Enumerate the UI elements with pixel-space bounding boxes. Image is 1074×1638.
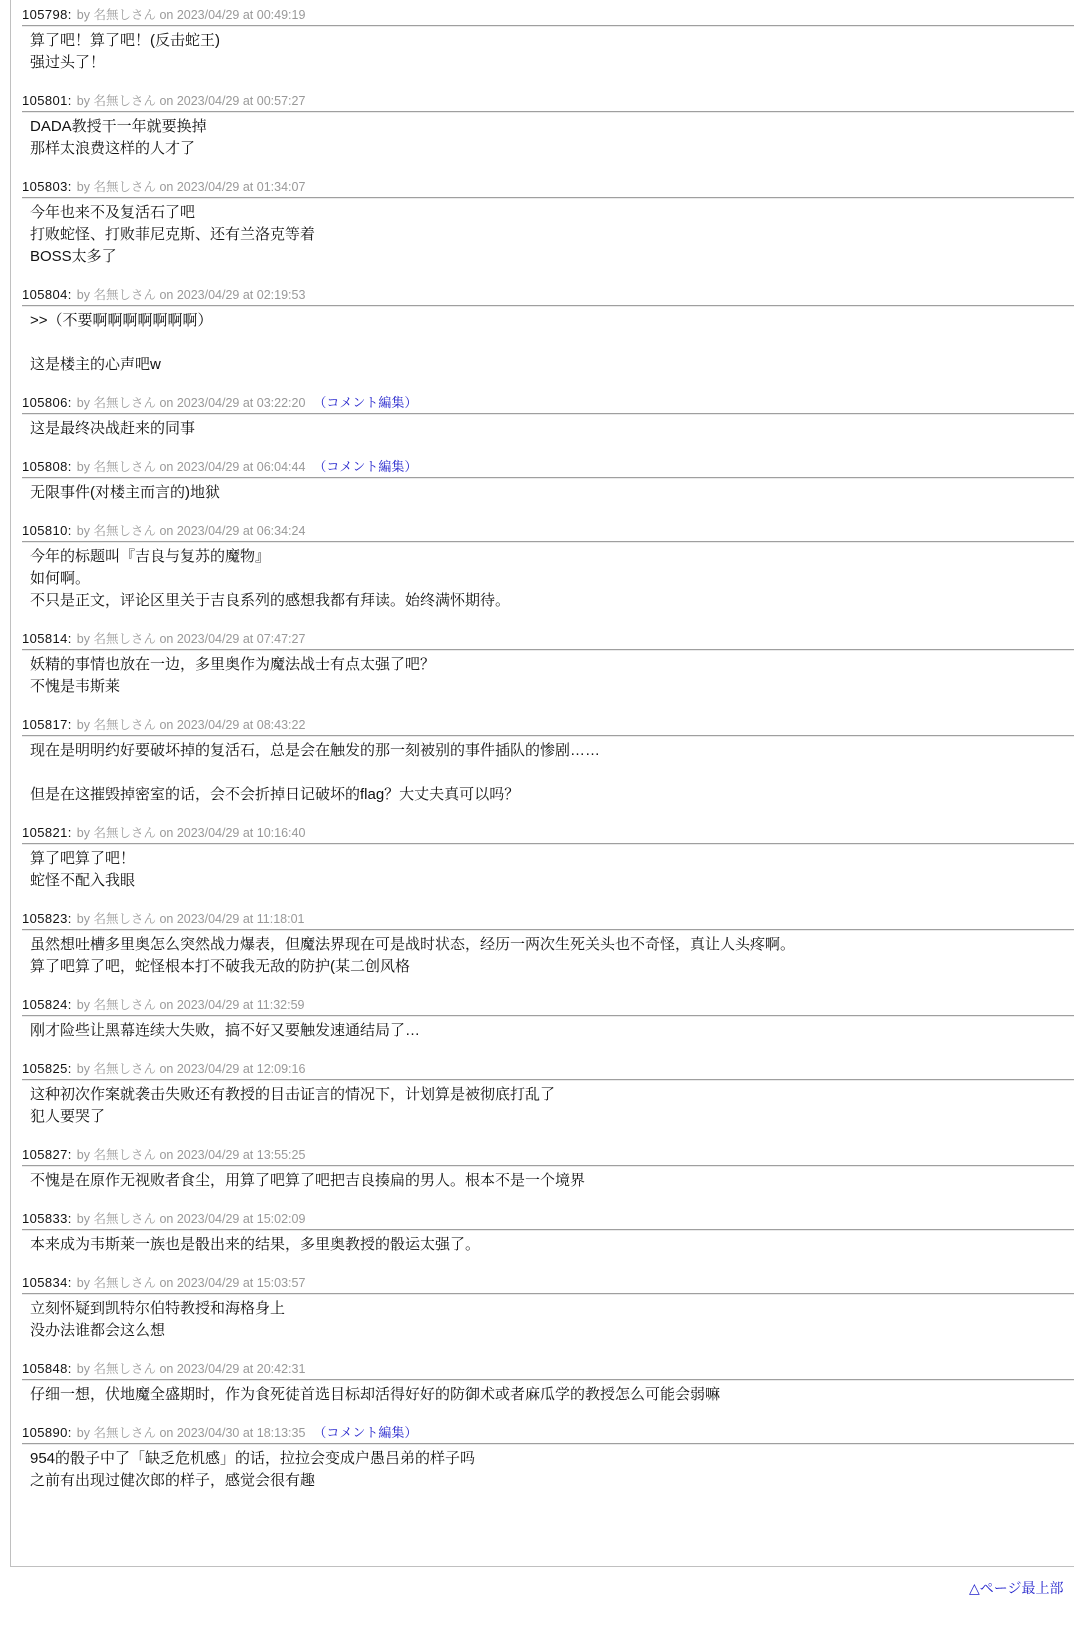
comment-line: 这种初次作案就袭击失败还有教授的目击证言的情况下，计划算是被彻底打乱了 xyxy=(30,1086,556,1103)
comment-id: 105808: xyxy=(22,459,72,474)
comment-id: 105890: xyxy=(22,1425,72,1440)
comment-header xyxy=(22,1276,1074,1294)
comment-header xyxy=(22,826,1074,844)
comment-body xyxy=(22,1380,1074,1406)
comment-line: 那样太浪费这样的人才了 xyxy=(30,140,196,157)
comment xyxy=(22,8,1074,74)
comment-header xyxy=(22,998,1074,1016)
comment-header xyxy=(22,180,1074,198)
comment-header xyxy=(22,1426,1074,1444)
comment-edit-link[interactable]: （コメント編集） xyxy=(313,459,418,474)
comment-meta: by 名無しさん on 2023/04/29 at 08:43:22 xyxy=(76,718,306,732)
comment-meta: by 名無しさん on 2023/04/29 at 11:18:01 xyxy=(76,912,305,926)
comment-body xyxy=(22,1166,1074,1192)
comment-line: DADA教授干一年就要换掉 xyxy=(30,118,207,135)
comment-id: 105803: xyxy=(22,179,72,194)
comment-meta: by 名無しさん on 2023/04/29 at 15:02:09 xyxy=(76,1212,306,1226)
comment-header xyxy=(22,912,1074,930)
comment-line: 这是楼主的心声吧w xyxy=(30,356,161,373)
comment-header xyxy=(22,8,1074,26)
comment-edit-link[interactable]: （コメント編集） xyxy=(313,395,418,410)
comment-header xyxy=(22,1148,1074,1166)
comment-header xyxy=(22,1062,1074,1080)
comment-line: 这是最终决战赶来的同事 xyxy=(30,420,196,437)
comment xyxy=(22,94,1074,160)
comment xyxy=(22,1426,1074,1492)
comment-body xyxy=(22,112,1074,160)
comment xyxy=(22,180,1074,268)
comment-line: 立刻怀疑到凯特尔伯特教授和海格身上 xyxy=(30,1300,286,1317)
comment xyxy=(22,826,1074,892)
comment-line: 算了吧算了吧！ xyxy=(30,850,136,867)
comment-line: 强过头了！ xyxy=(30,54,106,71)
comment-meta: by 名無しさん on 2023/04/29 at 03:22:20 xyxy=(76,396,306,410)
comment-header xyxy=(22,632,1074,650)
comment-line: 今年也来不及复活石了吧 xyxy=(30,204,196,221)
comment-meta: by 名無しさん on 2023/04/29 at 07:47:27 xyxy=(76,632,306,646)
comment-line: >>（不要啊啊啊啊啊啊啊） xyxy=(30,312,213,329)
comments-list xyxy=(22,8,1074,1492)
comment-body xyxy=(22,26,1074,74)
comment-meta: by 名無しさん on 2023/04/29 at 06:04:44 xyxy=(76,460,306,474)
comment-meta: by 名無しさん on 2023/04/29 at 15:03:57 xyxy=(76,1276,306,1290)
comment-meta: by 名無しさん on 2023/04/29 at 06:34:24 xyxy=(76,524,306,538)
comment-line: 不愧是韦斯莱 xyxy=(30,678,121,695)
comment-id: 105824: xyxy=(22,997,72,1012)
comment-line: 打败蛇怪、打败菲尼克斯、还有兰洛克等着 xyxy=(30,226,316,243)
comment-line: 现在是明明约好要破坏掉的复活石，总是会在触发的那一刻被别的事件插队的惨剧…… xyxy=(30,742,601,759)
comment xyxy=(22,396,1074,440)
comment-id: 105823: xyxy=(22,911,72,926)
comment-line: 妖精的事情也放在一边，多里奥作为魔法战士有点太强了吧？ xyxy=(30,656,436,673)
comment-meta: by 名無しさん on 2023/04/29 at 12:09:16 xyxy=(76,1062,306,1076)
comment-line: 虽然想吐槽多里奥怎么突然战力爆表，但魔法界现在可是战时状态，经历一两次生死关头也不奇怪，真让人头疼啊。 xyxy=(30,936,796,953)
comment-body xyxy=(22,650,1074,698)
comment-id: 105833: xyxy=(22,1211,72,1226)
comment-header xyxy=(22,524,1074,542)
comment xyxy=(22,524,1074,612)
comment-header xyxy=(22,1212,1074,1230)
comment-line: 算了吧！算了吧！(反击蛇王) xyxy=(30,32,220,49)
comment-header xyxy=(22,94,1074,112)
comment-line: 今年的标题叫『吉良与复苏的魔物』 xyxy=(30,548,271,565)
comment-line xyxy=(30,762,1074,784)
comment-header xyxy=(22,288,1074,306)
comment-line: 本来成为韦斯莱一族也是骰出来的结果，多里奥教授的骰运太强了。 xyxy=(30,1236,481,1253)
comment-line: 没办法谁都会这么想 xyxy=(30,1322,166,1339)
comment-meta: by 名無しさん on 2023/04/29 at 13:55:25 xyxy=(76,1148,306,1162)
comment xyxy=(22,912,1074,978)
comment-meta: by 名無しさん on 2023/04/29 at 00:49:19 xyxy=(76,8,306,22)
comment-line: 仔细一想，伏地魔全盛期时，作为食死徒首选目标却活得好好的防御术或者麻瓜学的教授怎么可能会弱嘛 xyxy=(30,1386,721,1403)
comment-id: 105806: xyxy=(22,395,72,410)
comment-meta: by 名無しさん on 2023/04/29 at 00:57:27 xyxy=(76,94,306,108)
comment-body xyxy=(22,1294,1074,1342)
comment-line: 但是在这摧毁掉密室的话，会不会折掉日记破坏的flag？大丈夫真可以吗？ xyxy=(30,786,520,803)
comment-id: 105810: xyxy=(22,523,72,538)
page-top-link[interactable]: △ページ最上部 xyxy=(969,1580,1064,1596)
comment xyxy=(22,632,1074,698)
comment xyxy=(22,1276,1074,1342)
comment-id: 105825: xyxy=(22,1061,72,1076)
comment-body xyxy=(22,542,1074,612)
comment xyxy=(22,1148,1074,1192)
comment-meta: by 名無しさん on 2023/04/30 at 18:13:35 xyxy=(76,1426,306,1440)
comment-line: 不只是正文，评论区里关于吉良系列的感想我都有拜读。始终满怀期待。 xyxy=(30,592,511,609)
comment-line: 之前有出现过健次郎的样子，感觉会很有趣 xyxy=(30,1472,316,1489)
comment-body xyxy=(22,1016,1074,1042)
comment-line xyxy=(30,332,1074,354)
comment-line: 954的骰子中了「缺乏危机感」的话，拉拉会变成户愚吕弟的样子吗 xyxy=(30,1450,476,1467)
comment-meta: by 名無しさん on 2023/04/29 at 11:32:59 xyxy=(76,998,305,1012)
comment-board xyxy=(10,0,1074,1567)
comment-line: 犯人要哭了 xyxy=(30,1108,106,1125)
comment-header xyxy=(22,396,1074,414)
comment-body xyxy=(22,414,1074,440)
comment-id: 105814: xyxy=(22,631,72,646)
comment-body xyxy=(22,1444,1074,1492)
comment-body xyxy=(22,736,1074,806)
comment-body xyxy=(22,306,1074,376)
comment-line: 蛇怪不配入我眼 xyxy=(30,872,136,889)
comment-line: 不愧是在原作无视败者食尘，用算了吧算了吧把吉良揍扁的男人。根本不是一个境界 xyxy=(30,1172,586,1189)
comment-id: 105801: xyxy=(22,93,72,108)
comment-header xyxy=(22,1362,1074,1380)
comment xyxy=(22,1062,1074,1128)
comment-body xyxy=(22,1080,1074,1128)
comment-header xyxy=(22,460,1074,478)
comment-body xyxy=(22,930,1074,978)
comment xyxy=(22,460,1074,504)
comment-body xyxy=(22,198,1074,268)
comment-id: 105798: xyxy=(22,7,72,22)
comment-line: 刚才险些让黑幕连续大失败，搞不好又要触发速通结局了… xyxy=(30,1022,421,1039)
comment-id: 105834: xyxy=(22,1275,72,1290)
comment-meta: by 名無しさん on 2023/04/29 at 01:34:07 xyxy=(76,180,306,194)
comment xyxy=(22,288,1074,376)
comment-meta: by 名無しさん on 2023/04/29 at 10:16:40 xyxy=(76,826,306,840)
comment xyxy=(22,718,1074,806)
comment-line: 如何啊。 xyxy=(30,570,91,587)
comment-edit-link[interactable]: （コメント編集） xyxy=(313,1425,418,1440)
comment-id: 105817: xyxy=(22,717,72,732)
comment-meta: by 名無しさん on 2023/04/29 at 20:42:31 xyxy=(76,1362,306,1376)
comment xyxy=(22,1362,1074,1406)
comment-line: 无限事件(对楼主而言的)地狱 xyxy=(30,484,220,501)
comment-body xyxy=(22,844,1074,892)
comment xyxy=(22,998,1074,1042)
comment-id: 105848: xyxy=(22,1361,72,1376)
comment-line: 算了吧算了吧，蛇怪根本打不破我无敌的防护(某二创风格 xyxy=(30,958,410,975)
comment-header xyxy=(22,718,1074,736)
comment-body xyxy=(22,1230,1074,1256)
comment-line: BOSS太多了 xyxy=(30,248,117,265)
comment-id: 105827: xyxy=(22,1147,72,1162)
comment-id: 105821: xyxy=(22,825,72,840)
comment-meta: by 名無しさん on 2023/04/29 at 02:19:53 xyxy=(76,288,306,302)
comment-body xyxy=(22,478,1074,504)
comment xyxy=(22,1212,1074,1256)
comment-id: 105804: xyxy=(22,287,72,302)
